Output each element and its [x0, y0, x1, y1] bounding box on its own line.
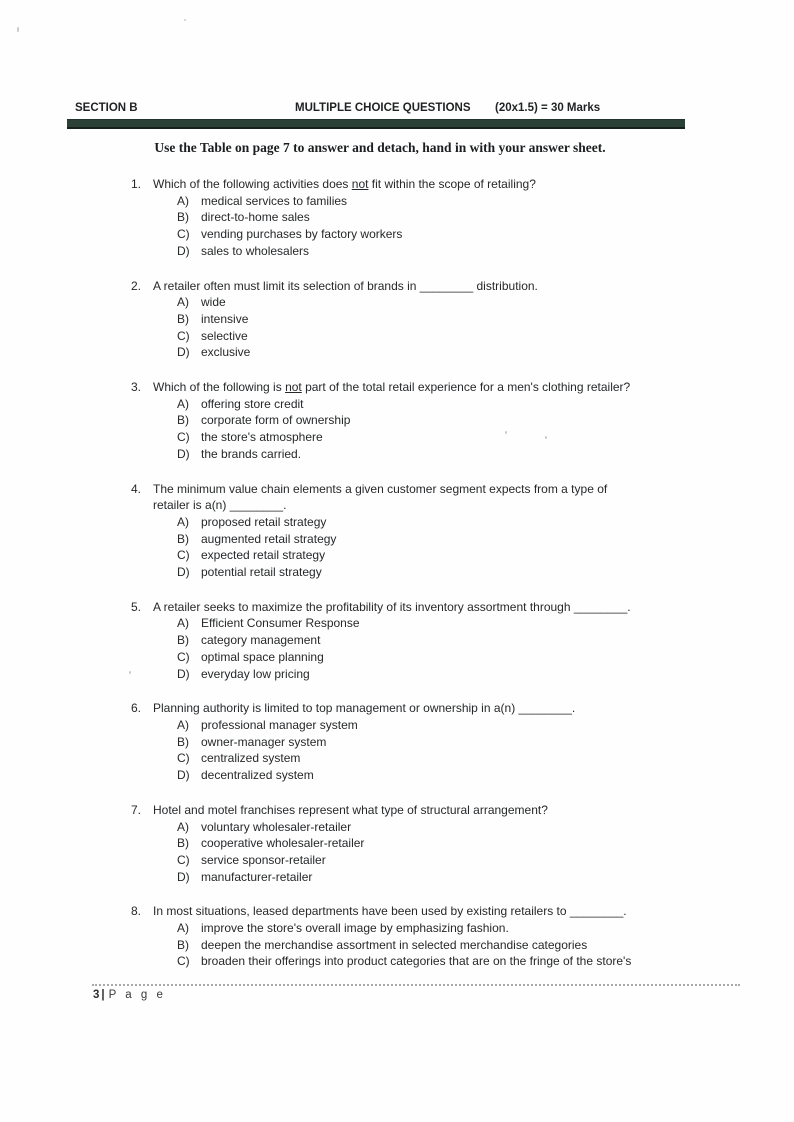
option-letter: A) [177, 295, 189, 310]
scan-artifact [17, 27, 19, 32]
question-text-part: A retailer seeks to maximize the profitability of its inventory assortment through ________. [153, 599, 631, 614]
option-list [177, 514, 747, 581]
option-letter: D) [177, 446, 190, 461]
question-text-part: The minimum value chain elements a given customer segment expects from a type of [153, 481, 608, 496]
section-divider-bar [67, 119, 685, 129]
page-title: MULTIPLE CHOICE QUESTIONS [295, 102, 471, 114]
question-text-part: A retailer often must limit its selection of brands in ________ distribution. [153, 278, 538, 293]
answer-option [177, 920, 747, 937]
option-text: proposed retail strategy [201, 514, 327, 529]
question-body [153, 802, 747, 886]
option-text: medical services to families [201, 193, 348, 208]
option-letter: C) [177, 649, 190, 664]
question-text-part: not [351, 177, 369, 191]
option-text: manufacturer-retailer [201, 869, 313, 884]
option-list [177, 920, 747, 970]
question [131, 176, 749, 260]
option-text: wide [201, 295, 226, 310]
question-text [153, 599, 747, 616]
option-text: broaden their offerings into product categories that are on the fringe of the store's [201, 954, 632, 969]
option-letter: C) [177, 548, 190, 563]
option-text: service sponsor-retailer [201, 852, 326, 867]
option-text: category management [201, 633, 321, 648]
question-body [153, 700, 747, 784]
answer-option [177, 953, 747, 970]
option-letter: B) [177, 531, 189, 546]
option-list [177, 193, 747, 260]
answer-option [177, 767, 747, 784]
question-number: 1. [131, 177, 142, 191]
question-number: 5. [131, 599, 142, 614]
answer-option [177, 632, 747, 649]
answer-option [177, 311, 747, 328]
option-letter: A) [177, 921, 189, 936]
option-letter: C) [177, 954, 190, 969]
option-letter: D) [177, 243, 190, 258]
option-list [177, 396, 747, 463]
answer-option [177, 666, 747, 683]
footer-separator: | [101, 989, 105, 1001]
question-number: 6. [131, 701, 142, 716]
answer-option [177, 328, 747, 345]
option-text: sales to wholesalers [201, 243, 310, 258]
question-number: 4. [131, 481, 142, 496]
answer-option [177, 193, 747, 210]
question-body [153, 176, 747, 260]
option-text: everyday low pricing [201, 666, 310, 681]
option-letter: D) [177, 869, 190, 884]
answer-option [177, 243, 747, 260]
option-letter: D) [177, 666, 190, 681]
option-letter: D) [177, 345, 190, 360]
page-footer [93, 989, 166, 1001]
option-text: the store's atmosphere [201, 430, 323, 445]
question-text [153, 700, 747, 717]
answer-option [177, 852, 747, 869]
answer-option [177, 547, 747, 564]
question-body [153, 481, 747, 581]
answer-option [177, 209, 747, 226]
option-text: offering store credit [201, 396, 304, 411]
question [131, 379, 749, 463]
answer-option [177, 835, 747, 852]
question-list [131, 176, 749, 988]
question [131, 802, 749, 886]
question-body [153, 903, 747, 970]
question-text [153, 278, 747, 295]
option-text: improve the store's overall image by emphasizing fashion. [201, 921, 509, 936]
answer-option [177, 717, 747, 734]
option-text: centralized system [201, 751, 301, 766]
question [131, 903, 749, 970]
option-letter: A) [177, 396, 189, 411]
question-text-part: Planning authority is limited to top management or ownership in a(n) ________. [153, 701, 576, 716]
option-letter: C) [177, 751, 190, 766]
option-text: exclusive [201, 345, 251, 360]
question-text-part: In most situations, leased departments have been used by existing retailers to ________. [153, 904, 627, 919]
option-text: expected retail strategy [201, 548, 326, 563]
question [131, 481, 749, 581]
answer-option [177, 514, 747, 531]
question-text [153, 802, 747, 819]
answer-option [177, 734, 747, 751]
question-text [153, 176, 747, 193]
question-body [153, 599, 747, 683]
option-letter: A) [177, 616, 189, 631]
question-number: 2. [131, 278, 142, 293]
option-letter: A) [177, 717, 189, 732]
option-letter: B) [177, 734, 189, 749]
answer-option [177, 564, 747, 581]
question-text-part: Which of the following activities does [153, 177, 352, 191]
option-text: direct-to-home sales [201, 210, 310, 225]
answer-option [177, 344, 747, 361]
option-letter: D) [177, 768, 190, 783]
answer-option [177, 412, 747, 429]
question-text-part: Hotel and motel franchises represent what type of structural arrangement? [153, 802, 548, 817]
option-text: cooperative wholesaler-retailer [201, 836, 365, 851]
scan-artifact [184, 19, 186, 21]
footer-divider [92, 984, 740, 986]
answer-option [177, 750, 747, 767]
answer-option [177, 937, 747, 954]
page-number: 3 [93, 989, 100, 1001]
question-text-part: not [285, 380, 302, 395]
question-body [153, 278, 747, 362]
option-letter: A) [177, 514, 189, 529]
option-letter: B) [177, 413, 189, 428]
question-text-part: fit within the scope of retailing? [368, 177, 536, 191]
option-letter: C) [177, 328, 190, 343]
question [131, 599, 749, 683]
option-list [177, 819, 747, 886]
option-text: selective [201, 328, 248, 343]
option-letter: C) [177, 852, 190, 867]
option-text: decentralized system [201, 768, 314, 783]
option-letter: B) [177, 311, 189, 326]
scan-artifact [129, 671, 131, 674]
option-text: intensive [201, 311, 249, 326]
answer-option [177, 649, 747, 666]
option-letter: A) [177, 819, 189, 834]
section-label: SECTION B [75, 102, 138, 114]
scan-artifact [545, 436, 547, 439]
option-text: voluntary wholesaler-retailer [201, 819, 352, 834]
scan-artifact [505, 431, 507, 434]
option-letter: D) [177, 565, 190, 580]
option-text: owner-manager system [201, 734, 327, 749]
option-text: potential retail strategy [201, 565, 322, 580]
option-text: Efficient Consumer Response [201, 616, 360, 631]
option-list [177, 615, 747, 682]
question-text-part: part of the total retail experience for a men's clothing retailer? [301, 380, 631, 395]
option-letter: B) [177, 836, 189, 851]
option-letter: C) [177, 227, 190, 242]
question-number: 3. [131, 380, 142, 395]
option-text: professional manager system [201, 717, 358, 732]
question [131, 700, 749, 784]
page-label: P a g e [108, 989, 166, 1001]
question-text [153, 903, 747, 920]
answer-option [177, 226, 747, 243]
question-text-part: Which of the following is [153, 380, 286, 395]
option-letter: B) [177, 210, 189, 225]
question-text [153, 481, 747, 514]
answer-option [177, 446, 747, 463]
answer-option [177, 429, 747, 446]
answer-option [177, 869, 747, 886]
answer-option [177, 396, 747, 413]
option-list [177, 294, 747, 361]
option-text: augmented retail strategy [201, 531, 337, 546]
instruction-text: Use the Table on page 7 to answer and detach, hand in with your answer sheet. [154, 140, 606, 155]
option-letter: A) [177, 193, 189, 208]
question [131, 278, 749, 362]
question-body [153, 379, 747, 463]
question-text-part: retailer is a(n) ________. [153, 498, 287, 513]
answer-option [177, 615, 747, 632]
question-number: 8. [131, 904, 142, 919]
option-letter: B) [177, 937, 189, 952]
option-list [177, 717, 747, 784]
option-text: corporate form of ownership [201, 413, 351, 428]
option-letter: B) [177, 633, 189, 648]
option-text: deepen the merchandise assortment in selected merchandise categories [201, 937, 588, 952]
option-text: the brands carried. [201, 446, 302, 461]
option-letter: C) [177, 430, 190, 445]
question-text [153, 379, 747, 396]
question-number: 7. [131, 802, 142, 817]
answer-option [177, 294, 747, 311]
answer-option [177, 531, 747, 548]
answer-option [177, 819, 747, 836]
marks-label: (20x1.5) = 30 Marks [495, 102, 601, 114]
option-text: vending purchases by factory workers [201, 227, 403, 242]
option-text: optimal space planning [201, 649, 324, 664]
